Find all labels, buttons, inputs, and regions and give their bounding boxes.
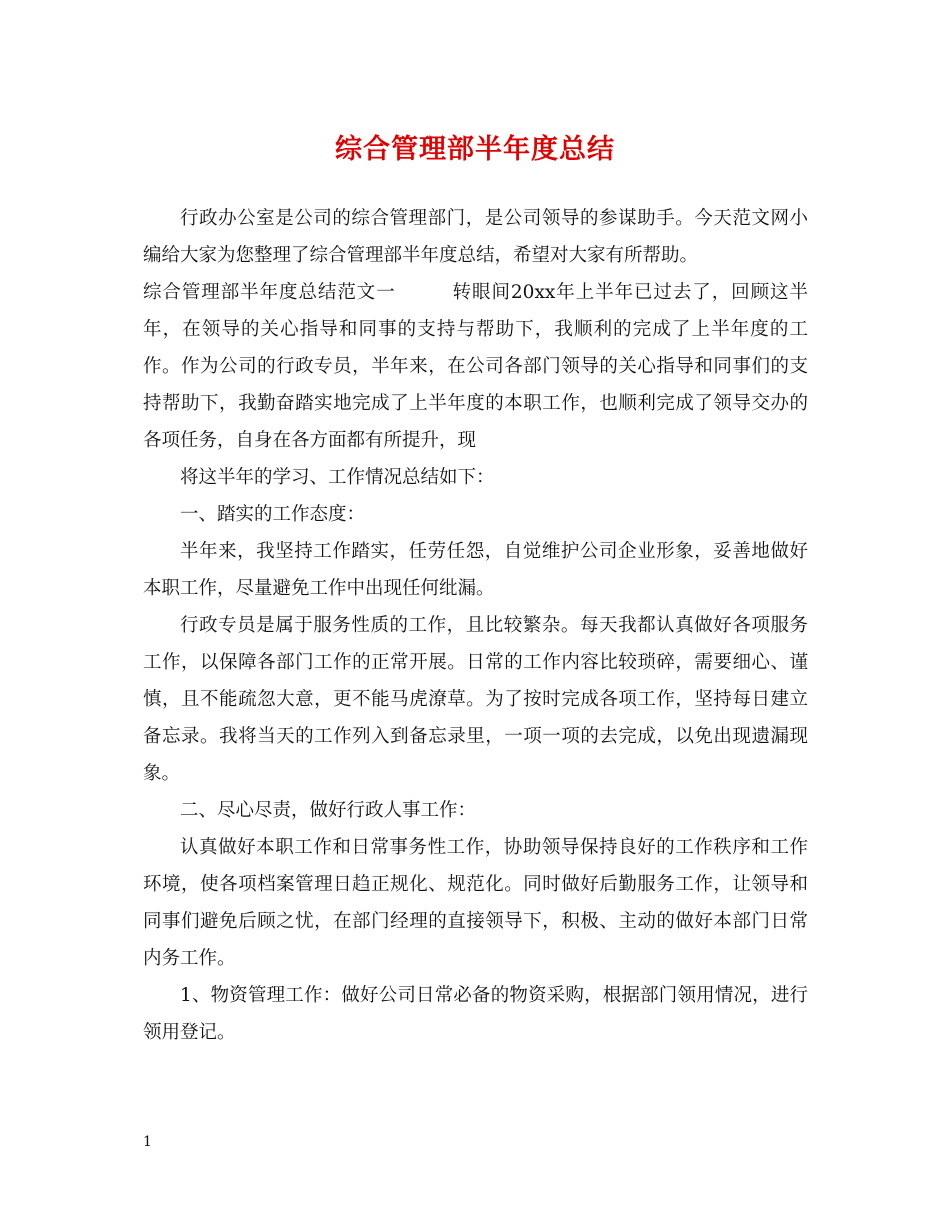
body-paragraph: 1、物资管理工作：做好公司日常必备的物资采购，根据部门领用情况，进行领用登记。 [143, 985, 808, 1043]
document-title: 综合管理部半年度总结 [335, 134, 615, 165]
body-paragraph: 认真做好本职工作和日常事务性工作，协助领导保持良好的工作秩序和工作环境，使各项档案管理日趋正规化、规范化。同时做好后勤服务工作，让领导和同事们避免后顾之忧，在部门经理的直接领导下，积极、主动的做好本部门日常内务工作。 [143, 837, 808, 969]
body-paragraph: 半年来，我坚持工作踏实，任劳任怨，自觉维护公司企业形象，妥善地做好本职工作，尽量避免工作中出现任何纰漏。 [143, 541, 808, 599]
body-paragraph: 将这半年的学习、工作情况总结如下： [180, 467, 495, 488]
document-body [143, 200, 808, 1051]
sample-heading: 综合管理部半年度总结范文一 [143, 282, 396, 303]
section-heading-1: 一、踏实的工作态度： [180, 504, 366, 525]
sample-paragraph [143, 274, 808, 459]
section-heading-2: 二、尽心尽责，做好行政人事工作： [180, 800, 477, 821]
body-paragraph: 行政专员是属于服务性质的工作，且比较繁杂。每天我都认真做好各项服务工作，以保障各部门工作的正常开展。日常的工作内容比较琐碎，需要细心、谨慎，且不能疏忽大意，更不能马虎潦草。为了按时完成各项工作，坚持每日建立备忘录。我将当天的工作列入到备忘录里，一项一项的去完成，以免出现遗漏现象。 [143, 615, 808, 784]
intro-paragraph: 行政办公室是公司的综合管理部门，是公司领导的参谋助手。今天范文网小编给大家为您整理了综合管理部半年度总结，希望对大家有所帮助。 [143, 208, 808, 266]
sample-opening: 转眼间20xx年上半年已过去了，回顾这半年，在领导的关心指导和同事的支持与帮助下，我顺利的完成了上半年度的工作。作为公司的行政专员，半年来，在公司各部门领导的关心指导和同事们的支持帮助下，我勤奋踏实地完成了上半年度的本职工作，也顺利完成了领导交办的各项任务，自身在各方面都有所提升，现 [143, 282, 808, 451]
page-number: 1 [143, 1134, 152, 1150]
